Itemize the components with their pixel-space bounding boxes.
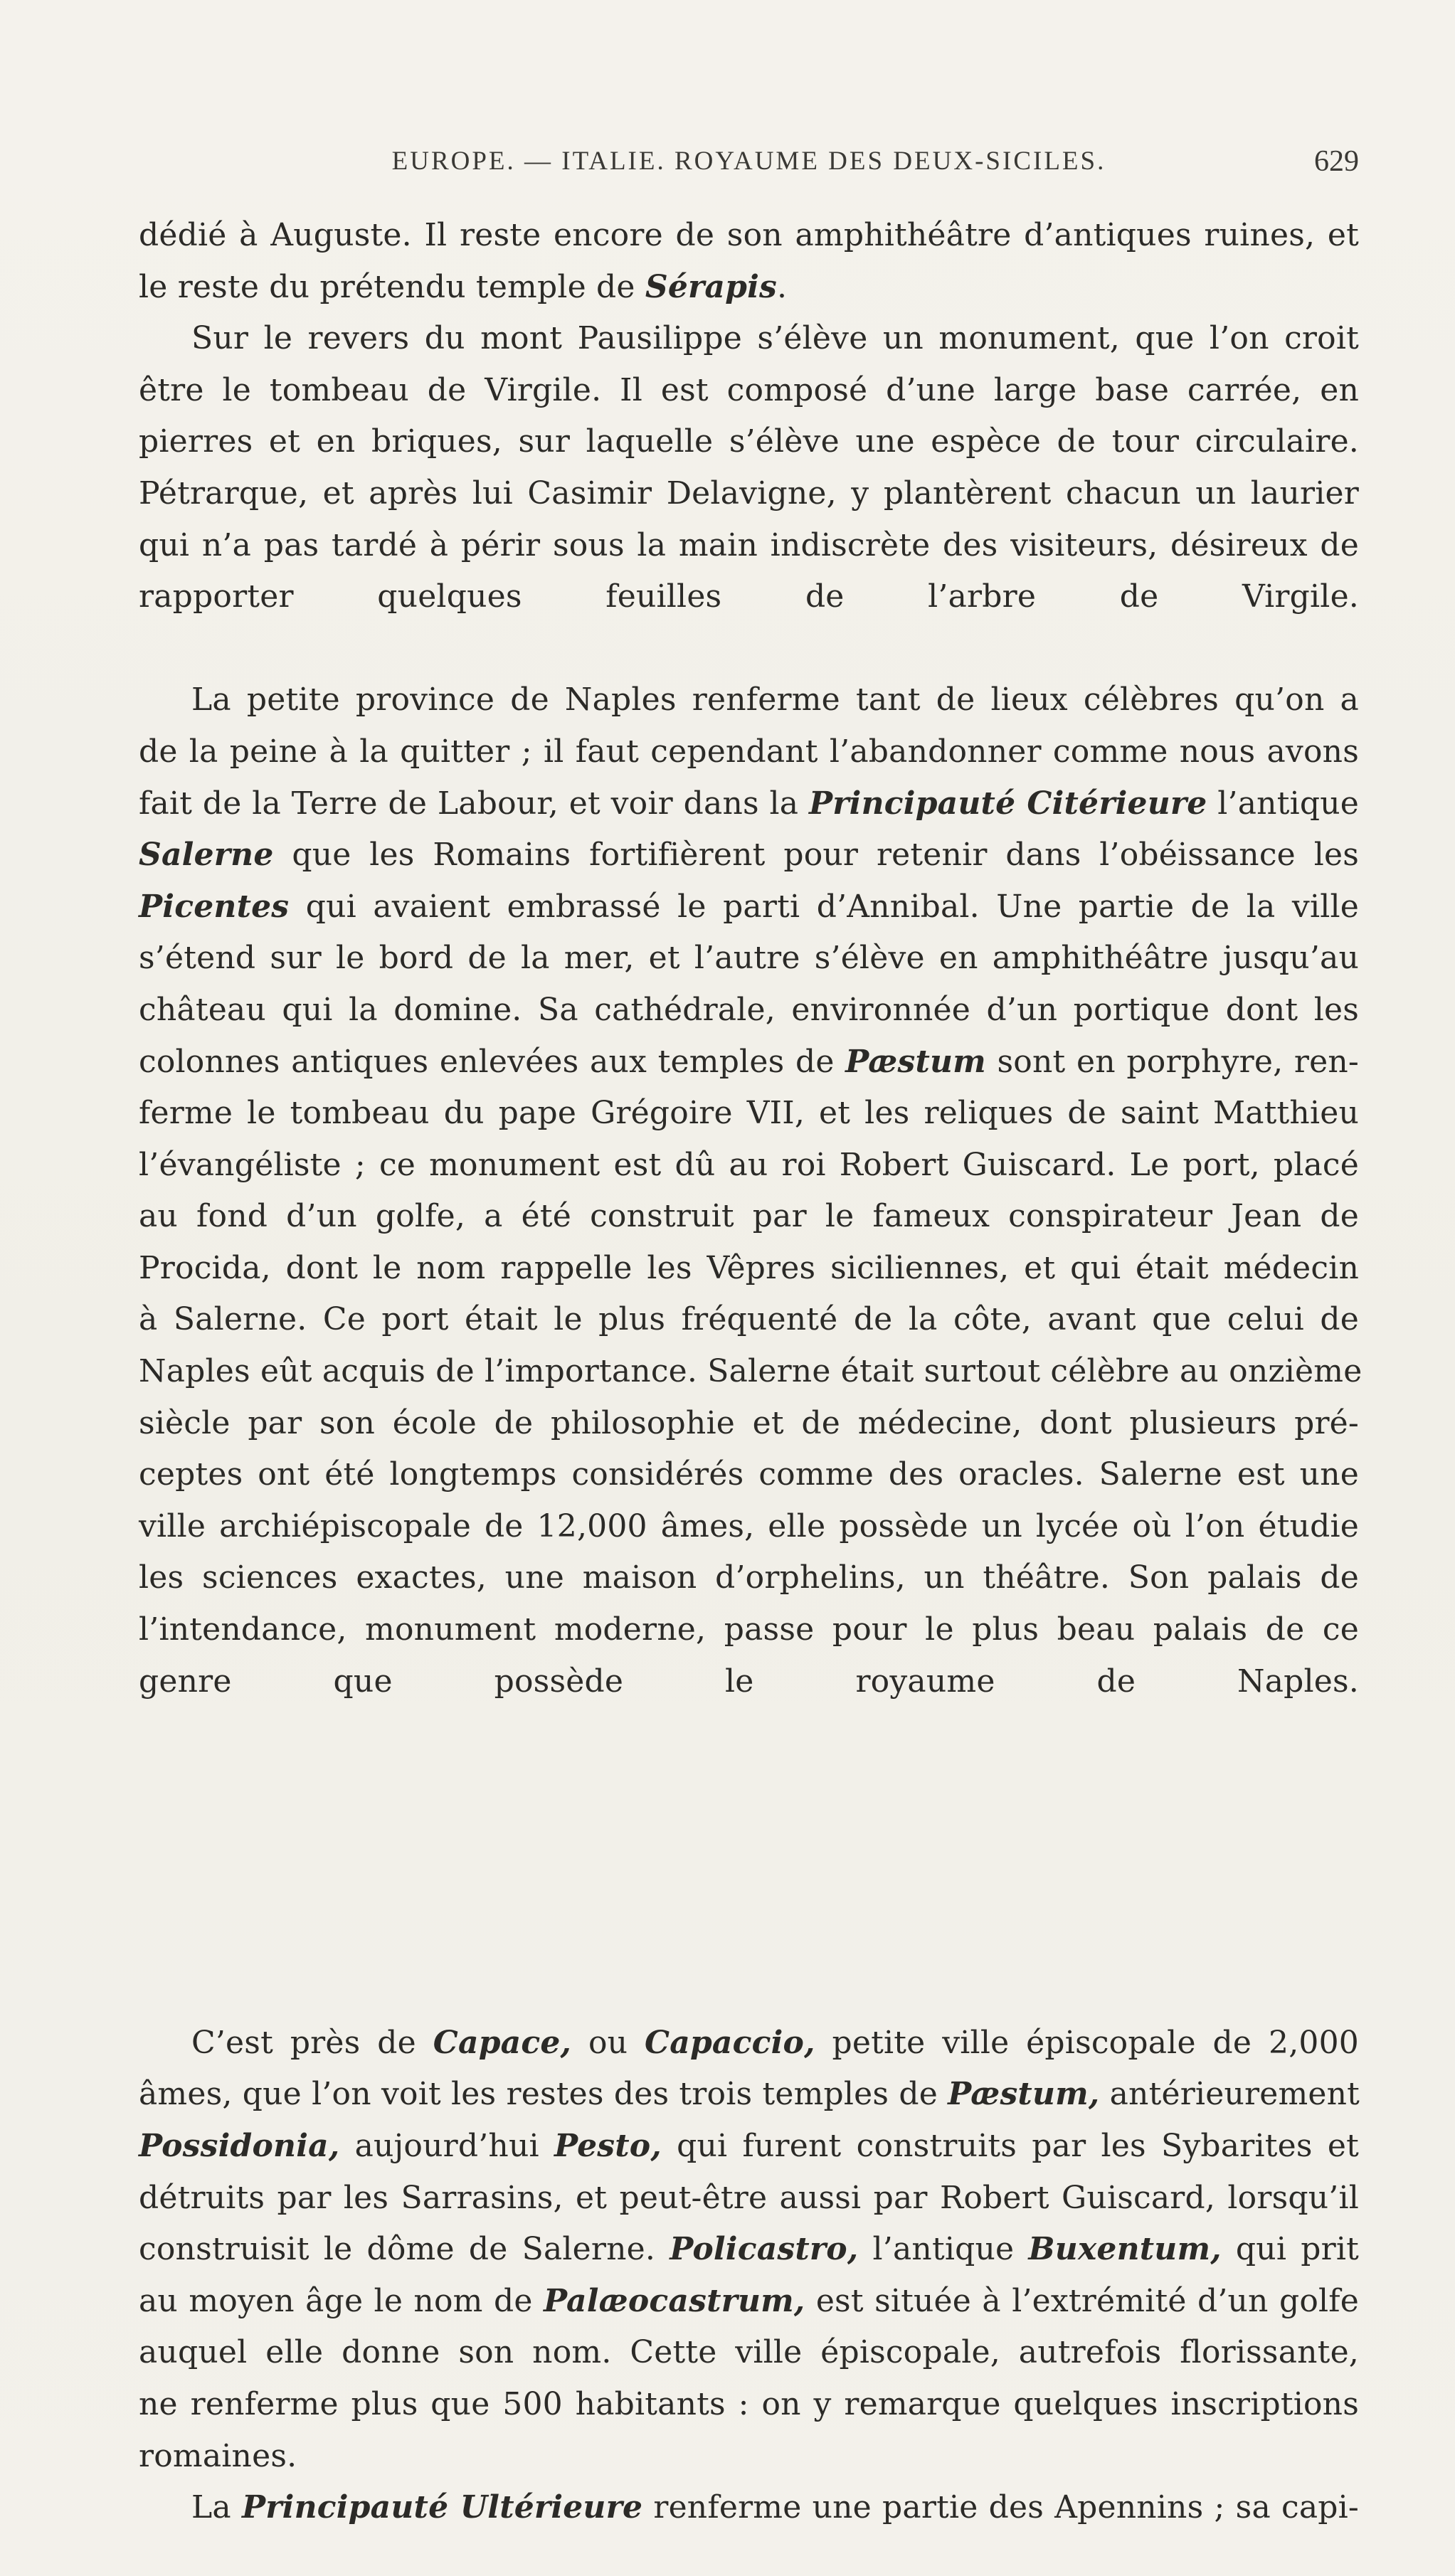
page-header	[139, 146, 1359, 189]
text-line: siècle par son école de philosophie et de médecine, dont plusieurs pré-	[139, 1404, 1359, 1441]
text-line: colonnes antiques enlevées aux temples de Pæstum sont en porphyre, ren-	[139, 1043, 1359, 1080]
text-line: ne renferme plus que 500 habitants : on y remarque quelques inscriptions	[139, 2385, 1359, 2422]
text-line: s’étend sur le bord de la mer, et l’autre s’élève en amphithéâtre jusqu’au	[139, 940, 1359, 977]
text-line: les sciences exactes, une maison d’orphelins, un théâtre. Son palais de	[139, 1559, 1359, 1596]
text-line: qui n’a pas tardé à périr sous la main indiscrète des visiteurs, désireux de	[139, 526, 1359, 563]
text-line: être le tombeau de Virgile. Il est composé d’une large base carrée, en	[139, 371, 1359, 408]
text-line: rapporter quelques feuilles de l’arbre de Virgile.	[139, 578, 1359, 615]
text-line	[139, 1914, 1359, 1966]
text-line: Procida, dont le nom rappelle les Vêpres siciliennes, et qui était médecin	[139, 1249, 1359, 1286]
text-line	[139, 1862, 1359, 1914]
text-line: genre que possède le royaume de Naples.	[139, 1663, 1359, 1700]
text-line: dédié à Auguste. Il reste encore de son amphithéâtre d’antiques ruines, et	[139, 217, 1359, 253]
text-line: ceptes ont été longtemps considérés comme des oracles. Salerne est une	[139, 1456, 1359, 1493]
text-line: C’est près de Capace, ou Capaccio, petite ville épiscopale de 2,000	[191, 2024, 1359, 2061]
text-line: Pétrarque, et après lui Casimir Delavigne, y plantèrent chacun un laurier	[139, 475, 1359, 512]
text-line: à Salerne. Ce port était le plus fréquenté de la côte, avant que celui de	[139, 1301, 1359, 1338]
body-text	[139, 210, 1363, 2534]
text-line: construisit le dôme de Salerne. Policastro, l’antique Buxentum, qui prit	[139, 2231, 1359, 2268]
text-line: pierres et en briques, sur laquelle s’élève une espèce de tour circulaire.	[139, 423, 1359, 460]
text-line	[139, 623, 1359, 675]
text-line: La petite province de Naples renferme tant de lieux célèbres qu’on a	[191, 682, 1359, 719]
text-line: Possidonia, aujourd’hui Pesto, qui furent construits par les Sybarites et	[139, 2127, 1359, 2164]
text-line: château qui la domine. Sa cathédrale, environnée d’un portique dont les	[139, 991, 1359, 1028]
text-line: l’intendance, monument moderne, passe pour le plus beau palais de ce	[139, 1611, 1359, 1648]
text-line: Sur le revers du mont Pausilippe s’élève un monument, que l’on croit	[191, 320, 1359, 357]
text-line: Salerne que les Romains fortifièrent pour retenir dans l’obéissance les	[139, 837, 1359, 874]
text-line: au fond d’un golfe, a été construit par le fameux conspirateur Jean de	[139, 1198, 1359, 1235]
text-line: La Principauté Ultérieure renferme une partie des Apennins ; sa capi-	[191, 2489, 1359, 2526]
text-line: âmes, que l’on voit les restes des trois temples de Pæstum, antérieurement	[139, 2076, 1360, 2113]
text-line: ville archiépiscopale de 12,000 âmes, elle possède un lycée où l’on étudie	[139, 1507, 1359, 1544]
text-line: détruits par les Sarrasins, et peut-être aussi par Robert Guiscard, lorsqu’il	[139, 2179, 1359, 2216]
text-line: ferme le tombeau du pape Grégoire VII, et les reliques de saint Matthieu	[139, 1095, 1359, 1132]
text-line: au moyen âge le nom de Palæocastrum, est située à l’extrémité d’un golfe	[139, 2282, 1360, 2319]
text-line	[139, 1707, 1359, 1759]
text-line: Naples eût acquis de l’importance. Salerne était surtout célèbre au onzième	[139, 1353, 1363, 1390]
text-line: le reste du prétendu temple de Sérapis.	[139, 268, 788, 305]
text-line: de la peine à la quitter ; il faut cependant l’abandonner comme nous avons	[139, 733, 1359, 770]
text-line: l’évangéliste ; ce monument est dû au roi Robert Guiscard. Le port, placé	[139, 1146, 1359, 1183]
text-line: fait de la Terre de Labour, et voir dans la Principauté Citérieure l’antique	[139, 785, 1359, 822]
text-line	[139, 1811, 1359, 1862]
text-line: Picentes qui avaient embrassé le parti d’Annibal. Une partie de la ville	[139, 888, 1359, 925]
text-line: auquel elle donne son nom. Cette ville épiscopale, autrefois florissante,	[139, 2334, 1359, 2371]
text-line: romaines.	[139, 2437, 297, 2474]
running-title: EUROPE. — ITALIE. ROYAUME DES DEUX-SICILES.	[391, 147, 1106, 176]
text-line	[139, 1966, 1359, 2018]
page-number: 629	[1314, 145, 1359, 178]
text-line	[139, 1759, 1359, 1811]
